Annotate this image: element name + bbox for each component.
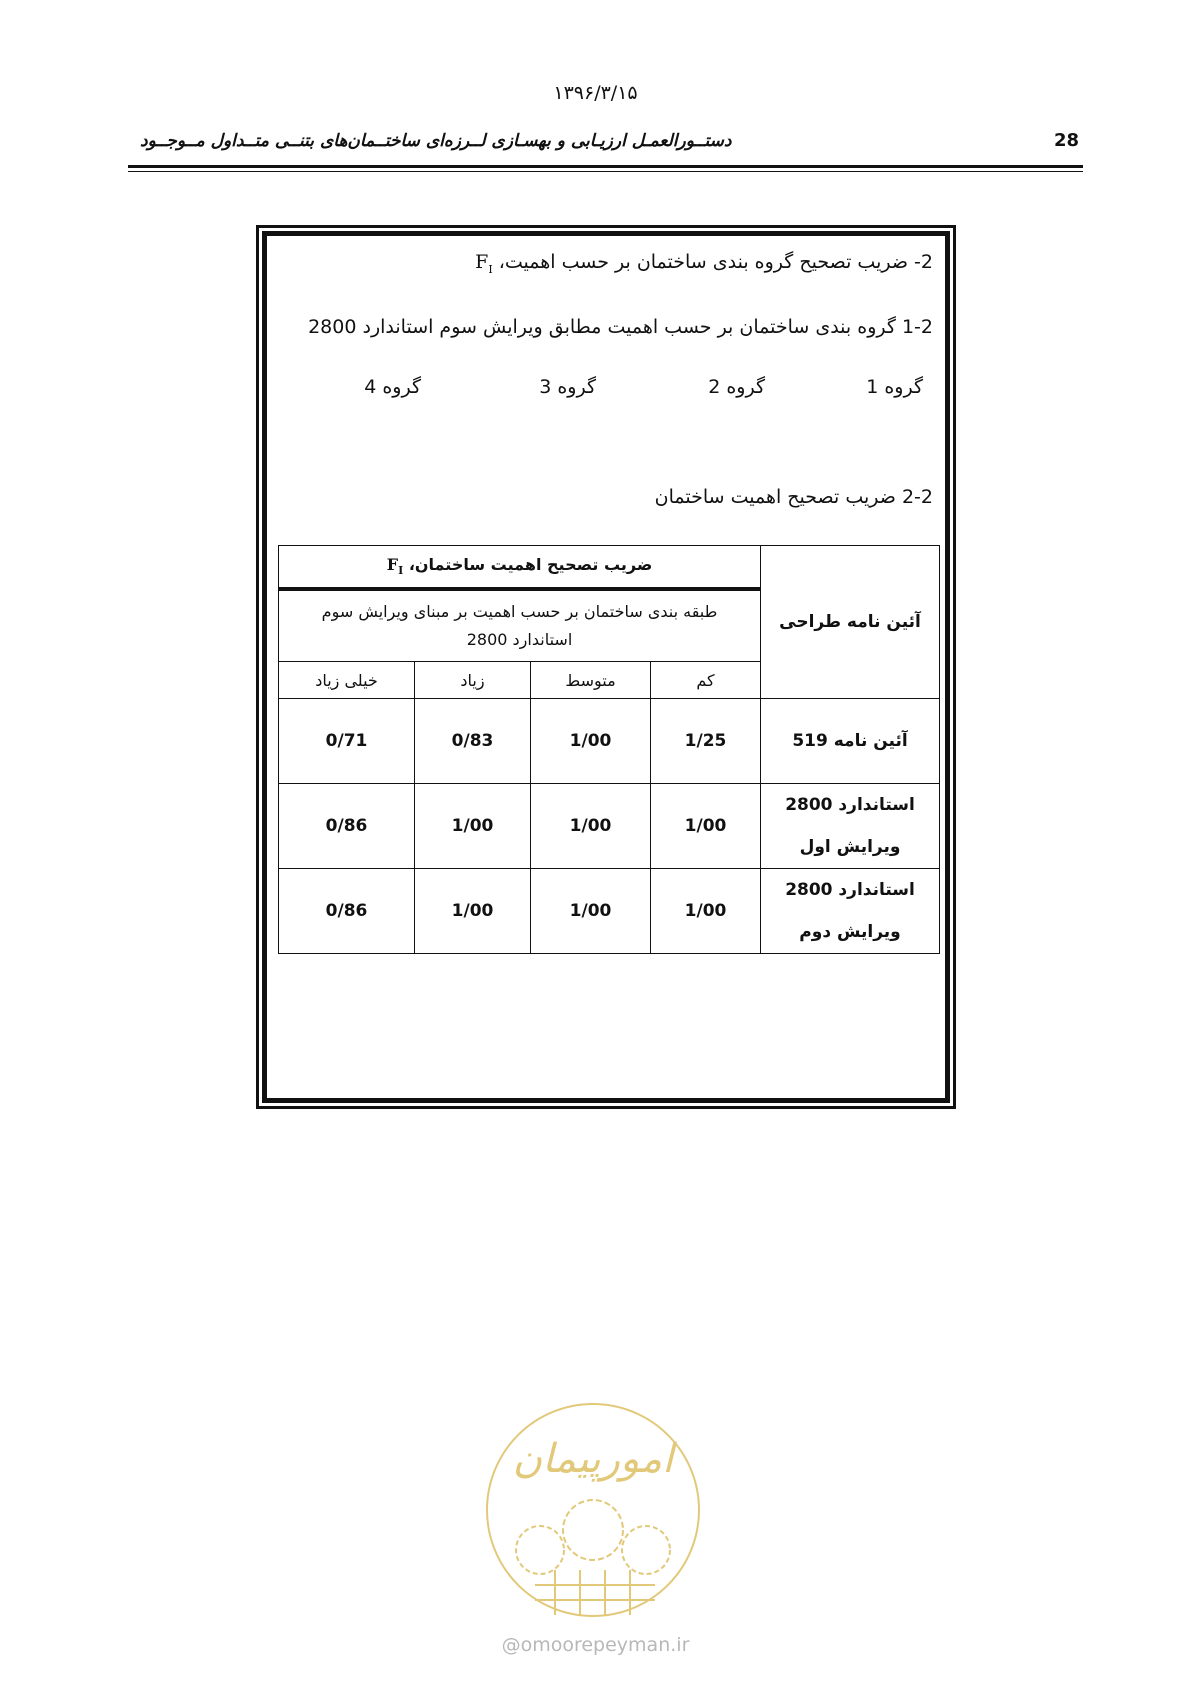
table-row xyxy=(279,699,940,784)
factor-main-header: ضریب تصحیح اهمیت ساختمان، $F_I$ xyxy=(279,546,761,590)
category-medium: متوسط xyxy=(531,662,651,699)
row-value: 0/83 xyxy=(415,699,531,784)
row-value: 1/00 xyxy=(651,784,761,869)
row-code: آئین نامه 519 xyxy=(761,699,940,784)
watermark-logo xyxy=(480,1400,706,1620)
row-value: 0/71 xyxy=(279,699,415,784)
classification-subheader: طبقه بندی ساختمان بر حسب اهمیت بر مبنای ویرایش سوم استاندارد 2800 xyxy=(279,589,761,662)
running-header-title: دستــورالعمـل ارزیـابی و بهسـازی لــرزه‌ای ساختــمان‌های بتنــی متــداول مــوجــود xyxy=(140,131,732,151)
factor-symbol: $F_I$ xyxy=(386,555,404,578)
page-number: 28 xyxy=(1054,130,1080,151)
group-2-label: گروه 2 xyxy=(708,376,765,398)
section-heading-text: 2- ضریب تصحیح گروه بندی ساختمان بر حسب اهمیت، xyxy=(498,251,933,273)
table-row xyxy=(279,784,940,869)
importance-factor-table xyxy=(278,545,940,954)
row-value: 1/00 xyxy=(651,869,761,954)
row-code: استاندارد 2800 ویرایش دوم xyxy=(761,869,940,954)
section-heading-symbol: $F_I$ xyxy=(475,251,493,276)
design-code-column-header: آئین نامه طراحی xyxy=(761,546,940,699)
group-3-label: گروه 3 xyxy=(539,376,596,398)
document-date: ۱۳۹۶/۳/۱۵ xyxy=(553,82,638,104)
header-rule-thick xyxy=(128,165,1083,168)
row-value: 1/25 xyxy=(651,699,761,784)
row-value: 1/00 xyxy=(415,869,531,954)
row-code: استاندارد 2800 ویرایش اول xyxy=(761,784,940,869)
group-4-label: گروه 4 xyxy=(364,376,421,398)
table-row xyxy=(279,869,940,954)
row-value: 1/00 xyxy=(531,869,651,954)
header-rule-thin xyxy=(128,171,1083,172)
watermark-site: @omoorepeyman.ir xyxy=(501,1634,690,1656)
group-1-label: گروه 1 xyxy=(866,376,923,398)
category-low: کم xyxy=(651,662,761,699)
row-value: 1/00 xyxy=(531,699,651,784)
row-value: 0/86 xyxy=(279,869,415,954)
watermark-logo-text: امورپیمان xyxy=(512,1436,674,1482)
row-value: 1/00 xyxy=(415,784,531,869)
subsection-2-title: 2-2 ضریب تصحیح اهمیت ساختمان xyxy=(654,486,933,508)
row-value: 1/00 xyxy=(531,784,651,869)
row-value: 0/86 xyxy=(279,784,415,869)
table-header-row xyxy=(279,546,940,590)
category-high: زیاد xyxy=(415,662,531,699)
section-heading xyxy=(475,251,933,276)
category-very-high: خیلی زیاد xyxy=(279,662,415,699)
subsection-1-title: 1-2 گروه بندی ساختمان بر حسب اهمیت مطابق ویرایش سوم استاندارد 2800 xyxy=(308,316,933,338)
